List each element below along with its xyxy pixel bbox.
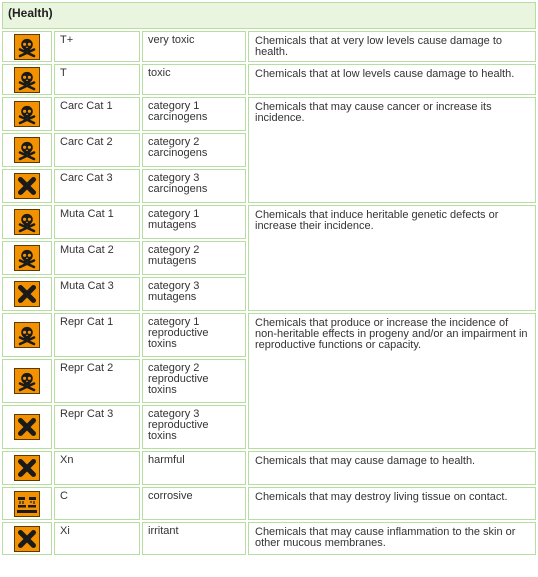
code-cell: Repr Cat 1 [54,313,140,357]
symbol-cell [2,133,52,167]
table-row [2,451,536,485]
table-row [2,522,536,555]
symbol-cell [2,169,52,203]
symbol-cell [2,277,52,311]
name-cell: category 3 reproductive toxins [142,405,246,449]
table-row [2,205,536,239]
skull-crossbones-icon [14,34,40,60]
table-row [2,64,536,95]
symbol-cell [2,64,52,95]
table-row [2,97,536,131]
name-cell: irritant [142,522,246,555]
skull-crossbones-icon [14,322,40,348]
skull-crossbones-icon [14,209,40,235]
code-cell: Carc Cat 2 [54,133,140,167]
table-row [2,31,536,62]
code-cell: Xi [54,522,140,555]
name-cell: very toxic [142,31,246,62]
name-cell: corrosive [142,487,246,520]
description-cell: Chemicals that may cause cancer or increase its incidence. [248,97,536,203]
code-cell: Carc Cat 1 [54,97,140,131]
symbol-cell [2,313,52,357]
name-cell: category 2 carcinogens [142,133,246,167]
symbol-cell [2,522,52,555]
header-row [2,2,536,29]
description-cell: Chemicals that at low levels cause damage to health. [248,64,536,95]
code-cell: Xn [54,451,140,485]
description-cell: Chemicals that may cause damage to health. [248,451,536,485]
description-cell: Chemicals that may destroy living tissue on contact. [248,487,536,520]
code-cell: C [54,487,140,520]
name-cell: category 1 reproductive toxins [142,313,246,357]
description-cell: Chemicals that induce heritable genetic defects or increase their incidence. [248,205,536,311]
symbol-cell [2,241,52,275]
code-cell: Repr Cat 3 [54,405,140,449]
name-cell: category 3 carcinogens [142,169,246,203]
skull-crossbones-icon [14,137,40,163]
code-cell: Muta Cat 1 [54,205,140,239]
symbol-cell [2,487,52,520]
code-cell: T [54,64,140,95]
name-cell: harmful [142,451,246,485]
skull-crossbones-icon [14,245,40,271]
corrosive-icon [14,491,40,517]
table-row [2,313,536,357]
name-cell: toxic [142,64,246,95]
skull-crossbones-icon [14,67,40,93]
skull-crossbones-icon [14,368,40,394]
symbol-cell [2,405,52,449]
code-cell: Carc Cat 3 [54,169,140,203]
description-cell: Chemicals that at very low levels cause damage to health. [248,31,536,62]
code-cell: Repr Cat 2 [54,359,140,403]
name-cell: category 3 mutagens [142,277,246,311]
code-cell: Muta Cat 3 [54,277,140,311]
table-row [2,487,536,520]
section-title: (Health) [2,2,536,29]
description-cell: Chemicals that produce or increase the incidence of non-heritable effects in progeny and/or an impairment in reproductive functions or capacity. [248,313,536,449]
symbol-cell [2,359,52,403]
symbol-cell [2,97,52,131]
symbol-cell [2,205,52,239]
symbol-cell [2,31,52,62]
symbol-cell [2,451,52,485]
name-cell: category 2 reproductive toxins [142,359,246,403]
description-cell: Chemicals that may cause inflammation to the skin or other mucous membranes. [248,522,536,555]
x-cross-icon [14,526,40,552]
name-cell: category 1 mutagens [142,205,246,239]
skull-crossbones-icon [14,101,40,127]
code-cell: Muta Cat 2 [54,241,140,275]
name-cell: category 2 mutagens [142,241,246,275]
code-cell: T+ [54,31,140,62]
name-cell: category 1 carcinogens [142,97,246,131]
x-cross-icon [14,173,40,199]
x-cross-icon [14,281,40,307]
x-cross-icon [14,455,40,481]
x-cross-icon [14,414,40,440]
